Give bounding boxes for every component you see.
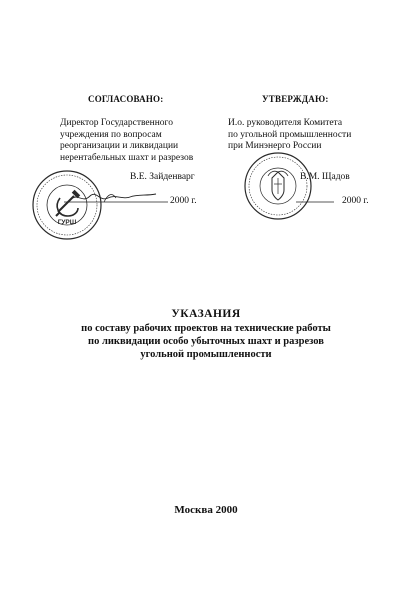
document-subtitle-line: по составу рабочих проектов на технические работы [81, 323, 331, 334]
right-round-stamp [242, 150, 314, 222]
place-and-year: Москва 2000 [174, 504, 238, 516]
right-approval-heading: УТВЕРЖДАЮ: [262, 94, 329, 104]
left-signer-name: В.Е. Зайденварг [130, 172, 195, 182]
left-approval-line: нерентабельных шахт и разрезов [60, 152, 194, 163]
right-signer-name: В.М. Щадов [300, 172, 350, 182]
document-subtitle-line: по ликвидации особо убыточных шахт и разрезов [88, 336, 324, 347]
right-approval-line: при Минэнерго России [228, 141, 322, 151]
right-approval-line: И.о. руководителя Комитета [228, 118, 343, 128]
left-stamp-center-text: ГУРШ [57, 219, 77, 226]
hammer-and-sickle-icon [56, 190, 80, 216]
document-title-main: УКАЗАНИЯ [171, 308, 241, 320]
left-approval-text [60, 118, 207, 164]
left-round-stamp [30, 168, 104, 242]
left-approval-line: учреждения по вопросам [60, 129, 162, 140]
left-date: 2000 г. [170, 196, 197, 206]
left-approval-line: Директор Государственного [60, 118, 173, 128]
left-approval-line: реорганизации и ликвидации [60, 141, 179, 151]
left-approval-heading: СОГЛАСОВАНО: [88, 94, 164, 104]
right-approval-text [228, 118, 388, 153]
coat-of-arms-icon [268, 171, 288, 200]
right-date: 2000 г. [342, 196, 369, 206]
document-subtitle-line: угольной промышленности [140, 349, 272, 360]
document-title [30, 308, 382, 361]
right-approval-line: по угольной промышленности [228, 129, 352, 140]
